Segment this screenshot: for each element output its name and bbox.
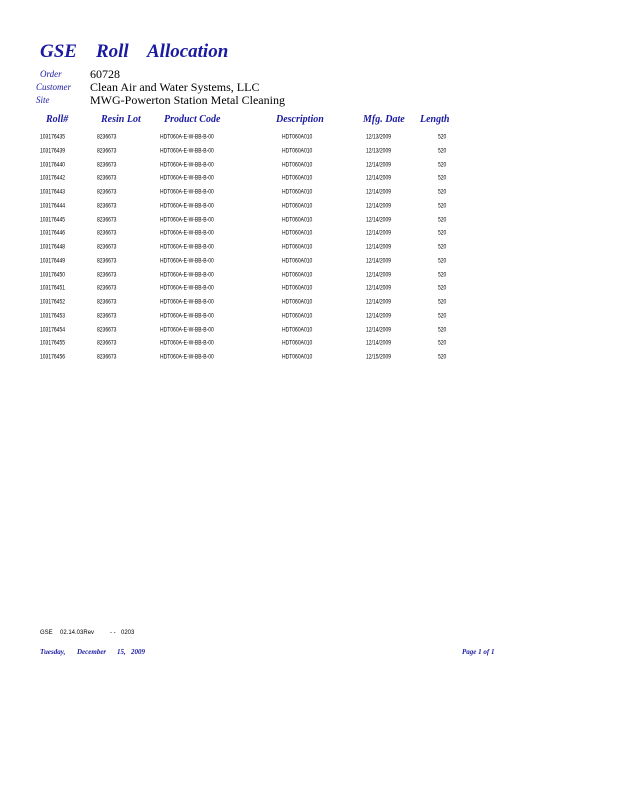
table-row (0, 174, 618, 184)
cell-mfg-date: 12/14/2009 (366, 160, 392, 169)
cell-resin-lot: 8236673 (97, 284, 117, 293)
site-value: MWG-Powerton Station Metal Cleaning (90, 93, 285, 107)
cell-mfg-date: 12/14/2009 (366, 229, 392, 238)
cell-length: 520 (438, 353, 447, 362)
cell-description: HDT060A010 (282, 353, 313, 362)
cell-roll: 103176455 (40, 339, 66, 348)
cell-description: HDT060A010 (282, 270, 313, 279)
cell-length: 520 (438, 174, 447, 183)
cell-resin-lot: 8236673 (97, 174, 117, 183)
cell-resin-lot: 8236673 (97, 188, 117, 197)
cell-description: HDT060A010 (282, 339, 313, 348)
cell-length: 520 (438, 339, 447, 348)
table-row (0, 298, 618, 308)
header-resin-lot: Resin Lot (101, 114, 141, 125)
cell-description: HDT060A010 (282, 229, 313, 238)
cell-length: 520 (438, 243, 447, 252)
cell-resin-lot: 8236673 (97, 270, 117, 279)
cell-resin-lot: 8236673 (97, 133, 117, 142)
table-row (0, 257, 618, 267)
cell-description: HDT060A010 (282, 215, 313, 224)
cell-description: HDT060A010 (282, 284, 313, 293)
cell-product-code: HDT060A-E-W-BB-B-00 (160, 201, 214, 210)
cell-mfg-date: 12/14/2009 (366, 201, 392, 210)
cell-resin-lot: 8236673 (97, 311, 117, 320)
table-row (0, 161, 618, 171)
header-roll: Roll# (46, 114, 69, 125)
cell-product-code: HDT060A-E-W-BB-B-00 (160, 339, 214, 348)
cell-roll: 103176451 (40, 284, 66, 293)
header-description: Description (276, 114, 324, 125)
report-title: GSE Roll Allocation (40, 41, 229, 62)
cell-resin-lot: 8236673 (97, 243, 117, 252)
cell-resin-lot: 8236673 (97, 229, 117, 238)
table-row (0, 147, 618, 157)
cell-resin-lot: 8236673 (97, 215, 117, 224)
cell-resin-lot: 8236673 (97, 146, 117, 155)
cell-mfg-date: 12/15/2009 (366, 353, 392, 362)
cell-product-code: HDT060A-E-W-BB-B-00 (160, 243, 214, 252)
cell-product-code: HDT060A-E-W-BB-B-00 (160, 284, 214, 293)
cell-length: 520 (438, 229, 447, 238)
cell-length: 520 (438, 256, 447, 265)
cell-resin-lot: 8236673 (97, 160, 117, 169)
cell-length: 520 (438, 215, 447, 224)
footer-year: 2009 (131, 648, 145, 656)
cell-description: HDT060A010 (282, 160, 313, 169)
cell-product-code: HDT060A-E-W-BB-B-00 (160, 146, 214, 155)
cell-product-code: HDT060A-E-W-BB-B-00 (160, 174, 214, 183)
cell-length: 520 (438, 298, 447, 307)
cell-mfg-date: 12/14/2009 (366, 311, 392, 320)
order-value: 60728 (90, 67, 120, 81)
cell-roll: 103176439 (40, 146, 66, 155)
cell-roll: 103176442 (40, 174, 66, 183)
cell-description: HDT060A010 (282, 201, 313, 210)
cell-description: HDT060A010 (282, 146, 313, 155)
cell-mfg-date: 12/14/2009 (366, 284, 392, 293)
table-row (0, 202, 618, 212)
footer-code: 02.14.03Rev (60, 630, 95, 636)
table-row (0, 339, 618, 349)
cell-product-code: HDT060A-E-W-BB-B-00 (160, 256, 214, 265)
cell-product-code: HDT060A-E-W-BB-B-00 (160, 229, 214, 238)
cell-length: 520 (438, 201, 447, 210)
cell-mfg-date: 12/14/2009 (366, 270, 392, 279)
cell-description: HDT060A010 (282, 174, 313, 183)
cell-product-code: HDT060A-E-W-BB-B-00 (160, 215, 214, 224)
cell-roll: 103176444 (40, 201, 66, 210)
customer-value: Clean Air and Water Systems, LLC (90, 80, 260, 94)
cell-roll: 103176443 (40, 188, 66, 197)
cell-product-code: HDT060A-E-W-BB-B-00 (160, 298, 214, 307)
cell-mfg-date: 12/14/2009 (366, 256, 392, 265)
table-row (0, 326, 618, 336)
cell-mfg-date: 12/14/2009 (366, 339, 392, 348)
table-row (0, 284, 618, 294)
cell-product-code: HDT060A-E-W-BB-B-00 (160, 270, 214, 279)
footer-ref: 0203 (121, 630, 135, 636)
cell-resin-lot: 8236673 (97, 298, 117, 307)
cell-roll: 103176440 (40, 160, 66, 169)
cell-resin-lot: 8236673 (97, 256, 117, 265)
footer-dashes: - - (110, 630, 116, 636)
cell-resin-lot: 8236673 (97, 353, 117, 362)
table-row (0, 216, 618, 226)
cell-resin-lot: 8236673 (97, 325, 117, 334)
footer-page: Page 1 of 1 (462, 648, 495, 656)
footer-weekday: Tuesday, (40, 648, 66, 656)
cell-mfg-date: 12/14/2009 (366, 215, 392, 224)
table-row (0, 188, 618, 198)
cell-description: HDT060A010 (282, 298, 313, 307)
cell-description: HDT060A010 (282, 311, 313, 320)
header-product-code: Product Code (164, 114, 221, 125)
table-row (0, 353, 618, 363)
cell-roll: 103176452 (40, 298, 66, 307)
table-row (0, 312, 618, 322)
cell-mfg-date: 12/14/2009 (366, 174, 392, 183)
site-label: Site (36, 95, 50, 105)
cell-product-code: HDT060A-E-W-BB-B-00 (160, 160, 214, 169)
cell-roll: 103176448 (40, 243, 66, 252)
footer-company: GSE (40, 630, 53, 636)
cell-description: HDT060A010 (282, 243, 313, 252)
cell-roll: 103176445 (40, 215, 66, 224)
cell-product-code: HDT060A-E-W-BB-B-00 (160, 188, 214, 197)
cell-mfg-date: 12/14/2009 (366, 325, 392, 334)
cell-mfg-date: 12/14/2009 (366, 298, 392, 307)
cell-roll: 103176446 (40, 229, 66, 238)
cell-description: HDT060A010 (282, 325, 313, 334)
cell-resin-lot: 8236673 (97, 201, 117, 210)
cell-roll: 103176453 (40, 311, 66, 320)
cell-description: HDT060A010 (282, 256, 313, 265)
cell-roll: 103176435 (40, 133, 66, 142)
cell-mfg-date: 12/13/2009 (366, 133, 392, 142)
cell-description: HDT060A010 (282, 188, 313, 197)
cell-description: HDT060A010 (282, 133, 313, 142)
cell-product-code: HDT060A-E-W-BB-B-00 (160, 311, 214, 320)
cell-mfg-date: 12/14/2009 (366, 243, 392, 252)
cell-mfg-date: 12/14/2009 (366, 188, 392, 197)
table-row (0, 271, 618, 281)
order-label: Order (40, 69, 62, 79)
cell-length: 520 (438, 270, 447, 279)
cell-product-code: HDT060A-E-W-BB-B-00 (160, 325, 214, 334)
cell-roll: 103176456 (40, 353, 66, 362)
cell-length: 520 (438, 146, 447, 155)
cell-length: 520 (438, 325, 447, 334)
header-mfg-date: Mfg. Date (363, 114, 405, 125)
cell-roll: 103176449 (40, 256, 66, 265)
cell-resin-lot: 8236673 (97, 339, 117, 348)
cell-product-code: HDT060A-E-W-BB-B-00 (160, 133, 214, 142)
cell-roll: 103176454 (40, 325, 66, 334)
cell-mfg-date: 12/13/2009 (366, 146, 392, 155)
footer-day: 15, (117, 648, 126, 656)
customer-label: Customer (36, 82, 72, 92)
cell-length: 520 (438, 188, 447, 197)
header-length: Length (420, 114, 450, 125)
cell-length: 520 (438, 284, 447, 293)
cell-length: 520 (438, 311, 447, 320)
cell-length: 520 (438, 160, 447, 169)
table-row (0, 133, 618, 143)
cell-roll: 103176450 (40, 270, 66, 279)
footer-month: December (77, 648, 107, 656)
table-row (0, 229, 618, 239)
cell-product-code: HDT060A-E-W-BB-B-00 (160, 353, 214, 362)
cell-length: 520 (438, 133, 447, 142)
table-row (0, 243, 618, 253)
